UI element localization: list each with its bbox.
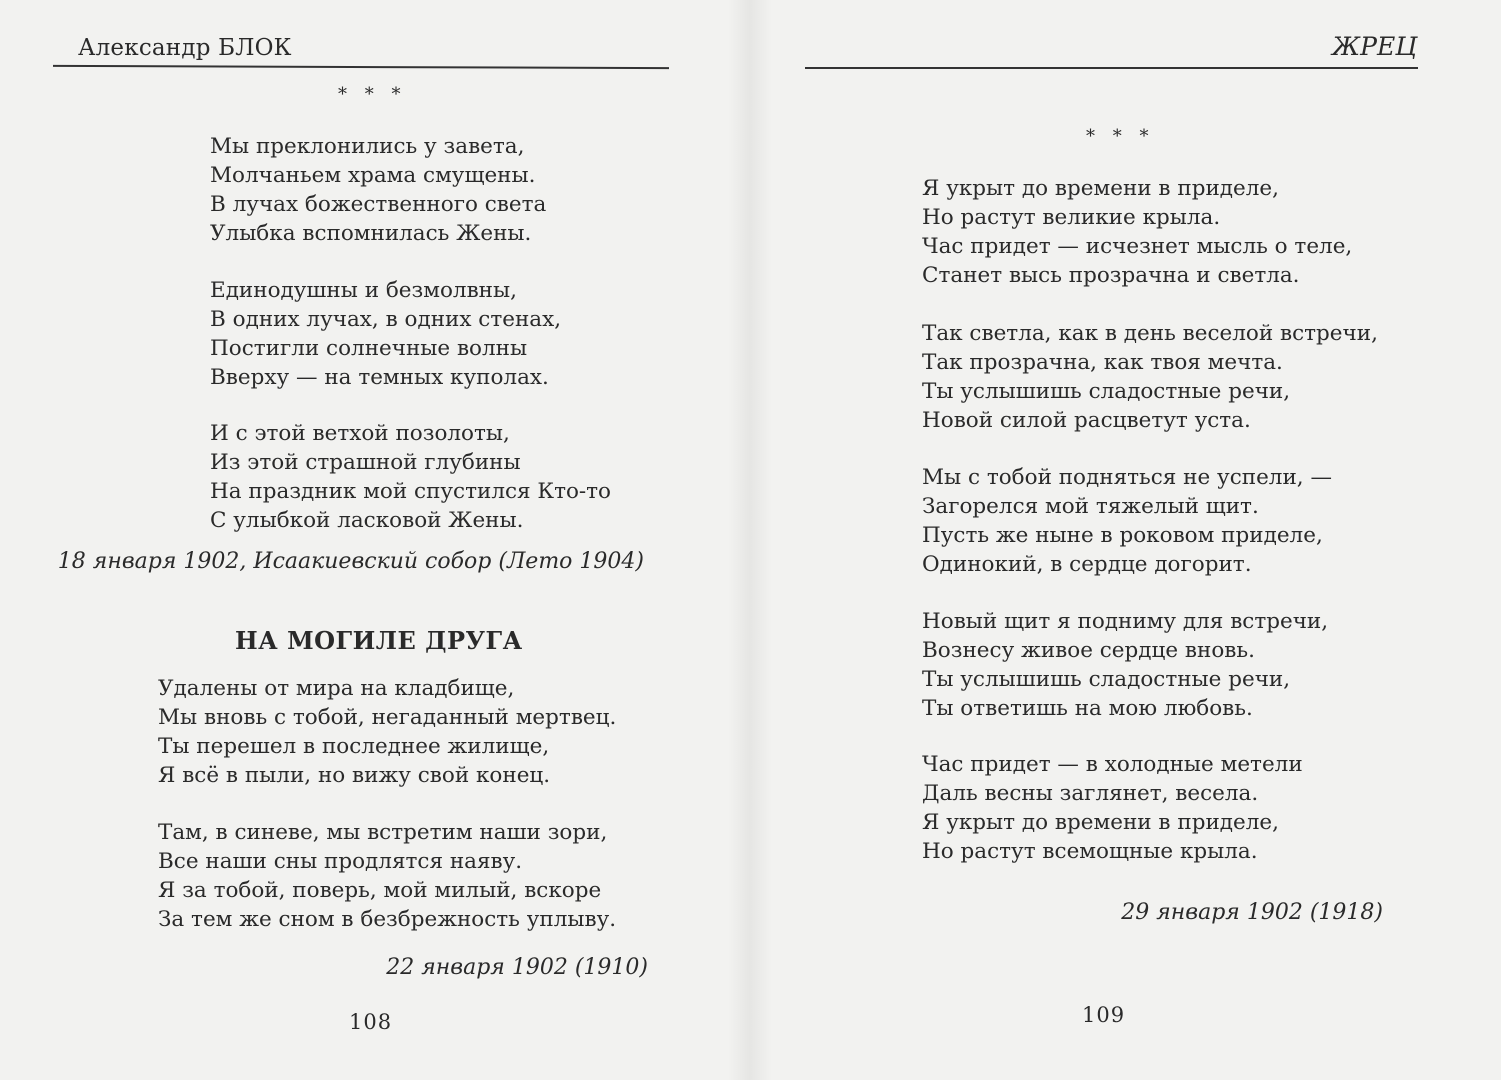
- verse-line: Молчаньем храма смущены.: [210, 163, 536, 188]
- right-page: [760, 0, 1501, 1080]
- stanza: [922, 463, 1332, 579]
- verse-line: Улыбка вспомнилась Жены.: [210, 221, 532, 246]
- poem-date: 29 января 1902 (1918): [1121, 900, 1383, 925]
- poem-title: НА МОГИЛЕ ДРУГА: [235, 626, 523, 655]
- verse-line: Но растут великие крыла.: [922, 205, 1221, 230]
- stanza: [922, 319, 1378, 435]
- verse-line: Но растут всемощные крыла.: [922, 839, 1258, 864]
- verse-line: Даль весны заглянет, весела.: [922, 781, 1259, 806]
- verse-line: Я всё в пыли, но вижу свой конец.: [158, 763, 551, 788]
- verse-line: Удалены от мира на кладбище,: [158, 676, 515, 701]
- header-rule: [805, 67, 1418, 69]
- verse-line: Так светла, как в день веселой встречи,: [922, 321, 1378, 346]
- verse-line: Постигли солнечные волны: [210, 336, 528, 361]
- stanza: [210, 276, 561, 392]
- verse-line: Час придет — исчезнет мысль о теле,: [922, 234, 1353, 259]
- verse-line: Одинокий, в сердце догорит.: [922, 552, 1252, 577]
- poem-stars: * * *: [1086, 126, 1155, 147]
- verse-line: Там, в синеве, мы встретим наши зори,: [158, 820, 608, 845]
- verse-line: С улыбкой ласковой Жены.: [210, 508, 524, 533]
- running-head-author: Александр БЛОК: [78, 35, 292, 61]
- stanza: [210, 132, 546, 248]
- page-number: 108: [349, 1010, 393, 1034]
- verse-line: Вознесу живое сердце вновь.: [922, 638, 1255, 663]
- verse-line: Ты услышишь сладостные речи,: [922, 667, 1291, 692]
- verse-line: В лучах божественного света: [210, 192, 547, 217]
- verse-line: Мы с тобой подняться не успели, —: [922, 465, 1332, 490]
- verse-line: В одних лучах, в одних стенах,: [210, 307, 562, 332]
- verse-line: Все наши сны продлятся наяву.: [158, 849, 523, 874]
- verse-line: За тем же сном в безбрежность уплыву.: [158, 907, 617, 932]
- poem-stars: * * *: [338, 84, 407, 105]
- verse-line: Загорелся мой тяжелый щит.: [922, 494, 1259, 519]
- verse-line: Станет высь прозрачна и светла.: [922, 263, 1300, 288]
- verse-line: Новый щит я подниму для встречи,: [922, 609, 1329, 634]
- verse-line: Вверху — на темных куполах.: [210, 365, 549, 390]
- stanza: [922, 607, 1328, 723]
- stanza: [922, 750, 1303, 866]
- running-head-title: ЖРЕЦ: [1332, 32, 1417, 61]
- verse-line: И с этой ветхой позолоты,: [210, 421, 510, 446]
- left-page: [0, 0, 740, 1080]
- verse-line: Мы вновь с тобой, негаданный мертвец.: [158, 705, 617, 730]
- stanza: [210, 419, 611, 535]
- stanza: [158, 674, 616, 790]
- verse-line: Час придет — в холодные метели: [922, 752, 1303, 777]
- verse-line: Новой силой расцветут уста.: [922, 408, 1251, 433]
- verse-line: Так прозрачна, как твоя мечта.: [922, 350, 1283, 375]
- poem-date: 18 января 1902, Исаакиевский собор (Лето 1904): [57, 549, 644, 574]
- verse-line: Я укрыт до времени в приделе,: [922, 176, 1279, 201]
- verse-line: Я укрыт до времени в приделе,: [922, 810, 1279, 835]
- stanza: [922, 174, 1352, 290]
- verse-line: На праздник мой спустился Кто-то: [210, 479, 612, 504]
- verse-line: Ты перешел в последнее жилище,: [158, 734, 550, 759]
- verse-line: Единодушны и безмолвны,: [210, 278, 517, 303]
- verse-line: Ты услышишь сладостные речи,: [922, 379, 1291, 404]
- stanza: [158, 818, 616, 934]
- header-rule: [53, 65, 669, 69]
- page-number: 109: [1082, 1003, 1126, 1027]
- verse-line: Из этой страшной глубины: [210, 450, 521, 475]
- verse-line: Я за тобой, поверь, мой милый, вскоре: [158, 878, 602, 903]
- verse-line: Пусть же ныне в роковом приделе,: [922, 523, 1323, 548]
- poem-date: 22 января 1902 (1910): [386, 955, 648, 980]
- verse-line: Мы преклонились у завета,: [210, 134, 525, 159]
- verse-line: Ты ответишь на мою любовь.: [922, 696, 1253, 721]
